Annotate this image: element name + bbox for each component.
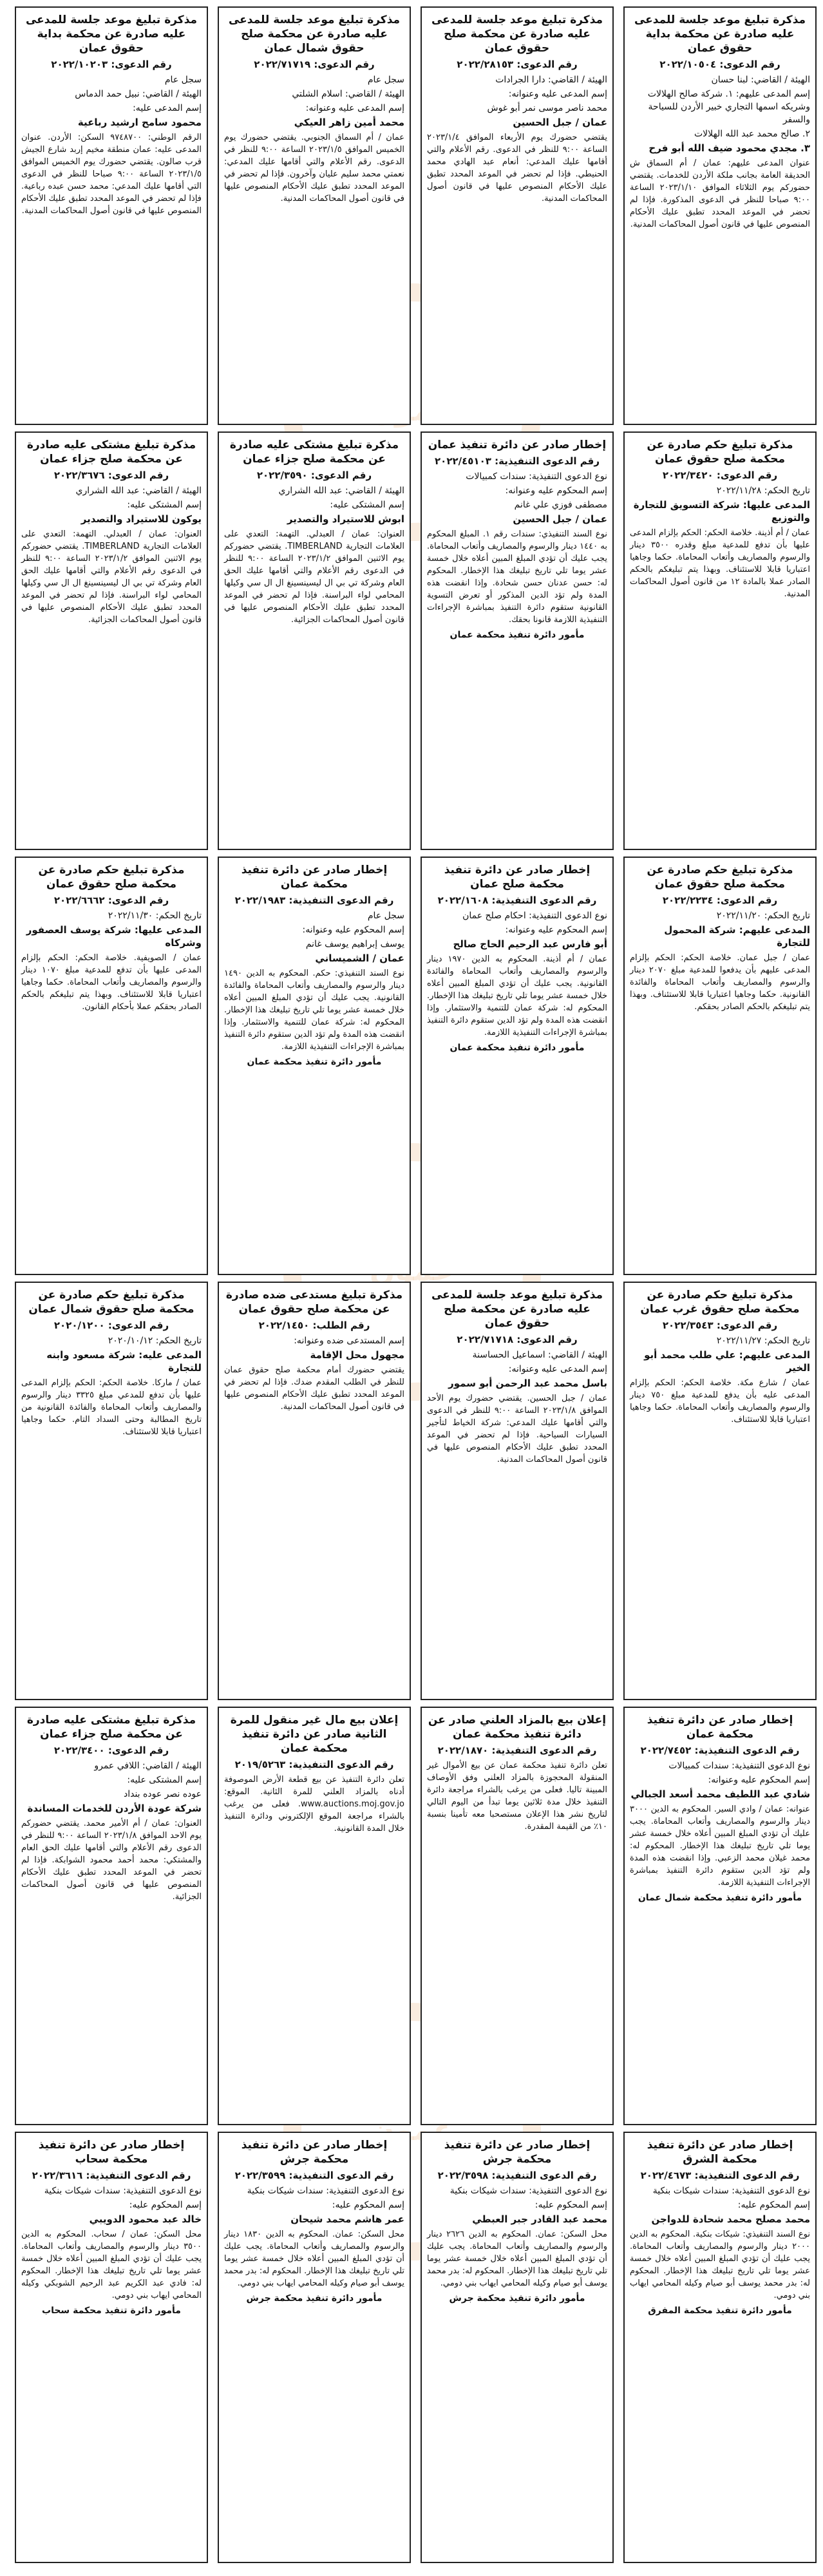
notice-field: الهيئة / القاضي: دارا الجرادات <box>495 75 607 85</box>
notice-title: مذكرة تبليغ حكم صادرة عن محكمة صلح حقوق عمان <box>647 439 793 466</box>
legal-notice <box>218 2132 411 2563</box>
notice-field: يوكون للاستيراد والتصدير <box>80 513 202 525</box>
notice-body: عمان / الصويفية. خلاصة الحكم: الحكم بإلزام المدعى عليها بأن تدفع للمدعية مبلغ ١٠٧٠ دينار والرسوم والمصاريف وأتعاب المحاماة. حكما وجاهيا اعتباريا قابلا للاستئناف. وبهذا يتم تبليغكم بالحكم الصادر بحقكم عملا بأحكام القانون. <box>21 953 202 1012</box>
notice-title: مذكرة تبليغ مشتكى عليه صادرة عن محكمة صلح جزاء عمان <box>229 439 399 466</box>
notice-field: سجل عام <box>164 75 202 85</box>
notice-field: إسم المحكوم عليه وعنوانه: <box>708 1775 810 1785</box>
notice-case-number: رقم الدعوى: ٢٠٢٢/٣٥٩٠ <box>256 469 372 481</box>
notice-title: مذكرة تبليغ مستدعى ضده صادرة عن محكمة صلح حقوق عمان <box>225 1289 403 1316</box>
notice-field: إسم المحكوم عليه وعنوانه: <box>302 925 404 935</box>
notice-body: عمان / أم أذينة. خلاصة الحكم: الحكم بإلزام المدعى عليها بأن تدفع للمدعية مبلغ وقدره ٣٥٠٠ دينار والرسوم والمصاريف وأتعاب المحاماة. حكما وجاهيا اعتباريا قابلا للاستئناف. وبهذا يتم تبليغكم بالحكم الصادر عملا بالمادة ١٢ من قانون أصول المحاكمات المدنية. <box>630 528 811 599</box>
notice-case-number: رقم الدعوى: ٢٠٢٢/٣٦٧٦ <box>53 469 169 481</box>
watermark-brand: عمون <box>369 2112 454 2147</box>
notice-field: سجل عام <box>367 911 404 921</box>
notice-field: الهيئة / القاضي: اسلام الشلتي <box>292 89 404 99</box>
notice-case-number: رقم الدعوى: ٢٠٢٢/٣٤٠٠ <box>53 1745 169 1756</box>
notice-field: إسم المدعى عليهم: ١. شركة صالح الهلالات وشريكه اسمها التجاري خبير الأردن للسياحة والسفر <box>647 89 810 125</box>
notice-case-number: رقم الدعوى التنفيذية: ٢٠٢٢/٣٦١٦ <box>32 2170 191 2181</box>
notice-signature: مأمور دائرة تنفيذ محكمة عمان <box>449 1043 585 1053</box>
notice-field: المدعى عليها: شركة التسويق للتجارة والتوزيع <box>633 499 810 524</box>
notice-field: إسم المحكوم عليه: <box>129 2200 202 2210</box>
notice-body: تعلن دائرة التنفيذ عن بيع قطعة الأرض الموصوفة أدناه بالمزاد العلني للمرة الثانية. الموقع: www.auctions.moj.gov.jo. فعلى من يرغب بالشراء مراجعة الموقع الإلكتروني ودائرة التنفيذ خلال المدة القانونية. <box>224 1775 404 1833</box>
notice-field: الهيئة / القاضي: لبنا حسان <box>711 75 810 85</box>
legal-notice <box>623 1282 817 1700</box>
notice-field: إسم المشتكى عليه: <box>127 1775 202 1785</box>
notice-field: الهيئة / القاضي: اللافي عمرو <box>94 1761 202 1771</box>
notice-field: محمد ناصر موسى نمر أبو غوش <box>487 103 607 113</box>
notice-field: عمان / الشميساني <box>315 952 404 964</box>
notice-field: نوع الدعوى التنفيذية: سندات شيكات بنكية <box>652 2186 810 2196</box>
legal-notice <box>623 2132 817 2563</box>
notice-body: نوع السند التنفيذي: شيكات بنكية. المحكوم به الدين ٢٠٠٠ دينار والرسوم والمصاريف وأتعاب المحاماة. يجب عليك أن تؤدي المبلغ المبين أعلاه خلال خمسة عشر يوما تلي تاريخ تبليغك هذا الإخطار. المحكوم له: بدر محمد يوسف أبو صيام وكيله المحامي ايهاب بني دومي. <box>630 2230 810 2300</box>
legal-notice <box>218 1282 411 1700</box>
legal-notice <box>421 6 614 425</box>
notice-case-number: رقم الدعوى التنفيذية: ٢٠٢٢/١٩٨٣ <box>234 895 394 906</box>
notice-title: إخطار صادر عن دائرة تنفيذ محكمة جرش <box>444 2139 591 2166</box>
notice-case-number: رقم الدعوى: ٢٠٢٢/٧١٧١٨ <box>457 1334 578 1345</box>
notice-field: إسم المشتكى عليه: <box>330 500 404 510</box>
notice-field: عمان / جبل الحسين <box>513 117 607 128</box>
notice-field: سجل عام <box>367 75 404 85</box>
watermark-brand: عمون <box>369 1253 454 1287</box>
notice-field: الهيئة / القاضي: نبيل حمد الدماس <box>75 89 202 99</box>
legal-notice <box>15 6 208 425</box>
notice-case-number: رقم الدعوى التنفيذية: ٢٠٢٢/٣٥٩٩ <box>234 2170 394 2181</box>
legal-notice <box>421 1282 614 1700</box>
notice-case-number: رقم الطلب: ٢٠٢٢/١٤٥٠ <box>258 1320 370 1331</box>
notice-body: يقتضي حضورك يوم الأربعاء الموافق ٢٠٢٣/١/٤ الساعة ٩:٠٠ للنظر في الدعوى. رقم الأعلام والتي أقامها عليك المدعي: أنعام عبد الهادي محمد الحنيطي. فإذا لم تحضر في الموعد المحدد تطبق عليك الأحكام المنصوص عليها في قانون أصول المحاكمات المدنية. <box>427 133 607 204</box>
legal-notice <box>15 2132 208 2563</box>
notice-signature: مأمور دائرة تنفيذ محكمة شمال عمان <box>638 1893 802 1903</box>
notice-body: العنوان: عمان / أم الأمير محمد. يقتضي حضوركم يوم الاحد الموافق ٢٠٢٣/١/٨ الساعة ٩:٠٠ للنظر في الدعوى رقم الأعلام والتي أقامها عليك الحق العام والمشتكي: محمد أحمد محمود الشوابكة. فإذا لم تحضر في الموعد المحدد تطبق عليك الأحكام المنصوص عليها في قانون أصول المحاكمات الجزائية. <box>21 1819 202 1902</box>
notice-case-number: رقم الدعوى: ٢٠٢٢/١٠٢٠٣ <box>51 59 172 70</box>
notice-case-number: رقم الدعوى التنفيذية: ٢٠٢٢/١٦٠٨ <box>437 895 597 906</box>
notice-field: تاريخ الحكم: ٢٠٢٠/١٠/١٢ <box>108 1336 202 1346</box>
notice-body: عمان / أم السماق الجنوبي. يقتضي حضورك يوم الخميس الموافق ٢٠٢٣/١/٥ الساعة ٩:٠٠ للنظر في الدعوى. رقم الأعلام والتي أقامها عليك المدعي: نعمتي محمد سليم عليان وآخرون. فإذا لم تحضر في الموعد المحدد تطبق عليك الأحكام المنصوص عليها في قانون أصول المحاكمات المدنية. <box>224 133 404 204</box>
notice-field: إسم المدعى عليه وعنوانه: <box>508 89 607 99</box>
notice-field: عمان / جبل الحسين <box>513 513 607 525</box>
notice-field: المدعى عليهم: علي طلب محمد أبو الخير <box>644 1349 810 1374</box>
notice-signature: مأمور دائرة تنفيذ محكمة سحاب <box>42 2306 181 2316</box>
notice-field: عوده نصر عوده بنداد <box>123 1789 202 1799</box>
notice-field: شركة عودة الأردن للخدمات المساندة <box>27 1803 202 1814</box>
notice-signature: مأمور دائرة تنفيذ محكمة عمان <box>247 1057 382 1067</box>
notice-case-number: رقم الدعوى التنفيذية: ٢٠٢٢/٧٤٥٢ <box>640 1745 800 1756</box>
notice-body: يقتضي حضورك أمام محكمة صلح حقوق عمان للنظر في الطلب المقدم ضدك. فإذا لم تحضر في الموعد المحدد تطبق عليك الأحكام المنصوص عليها في قانون أصول المحاكمات المدنية. <box>224 1365 404 1412</box>
notice-case-number: رقم الدعوى: ٢٠٢٢/٢٨١٥٣ <box>457 59 578 70</box>
legal-notice <box>421 2132 614 2563</box>
notice-body: العنوان: عمان / العبدلي. التهمة: التعدي على العلامات التجارية TIMBERLAND. يقتضي حضوركم يوم الاثنين الموافق ٢٠٢٣/١/٢ الساعة ٩:٠٠ للنظر في الدعوى رقم الأعلام والتي أقامها عليك الحق العام وشركة تي بي ال ليسينسينغ ال ال سي وكيلها المحامي لواء البراسنة. فإذا لم تحضر في الموعد المحدد تطبق عليك الأحكام المنصوص عليها في قانون أصول المحاكمات الجزائية. <box>21 529 202 625</box>
notice-signature: مأمور دائرة تنفيذ محكمة عمان <box>449 630 585 640</box>
legal-notice <box>15 1707 208 2125</box>
notice-title: إخطار صادر عن دائرة تنفيذ محكمة عمان <box>647 1714 793 1741</box>
legal-notice <box>623 431 817 850</box>
notice-case-number: رقم الدعوى: ٢٠٢٢/١٠٥٠٤ <box>659 59 780 70</box>
notice-field: المدعى عليه: شركة مسعود وابنه للتجارة <box>46 1349 202 1374</box>
notice-title: إخطار صادر عن دائرة تنفيذ محكمة عمان <box>241 864 388 891</box>
notice-case-number: رقم الدعوى التنفيذية: ٢٠٢٢/٤٦٧٣ <box>640 2170 800 2181</box>
notice-case-number: رقم الدعوى: ٢٠٢٢/٣٤٢٠ <box>662 469 778 481</box>
notice-field: يوسف إبراهيم يوسف غانم <box>305 939 404 949</box>
notice-field: ٣. مجدي محمود ضيف الله أبو فرح <box>648 142 810 154</box>
notice-title: إخطار صادر عن دائرة تنفيذ محكمة صلح عمان <box>444 864 591 891</box>
legal-notice <box>623 857 817 1275</box>
notice-title: إخطار صادر عن دائرة تنفيذ عمان <box>428 439 607 451</box>
notice-field: أبو فارس عبد الرحيم الحاج صالح <box>453 938 607 950</box>
notice-field: محمد مصلح محمد شحادة للدواجن <box>651 2213 810 2225</box>
legal-notice <box>623 6 817 425</box>
notice-body: محل السكن: عمان / سحاب. المحكوم به الدين ٣٥٠٠ دينار والرسوم والمصاريف وأتعاب المحاماة. يجب عليك أن تؤدي المبلغ المبين أعلاه خلال خمسة عشر يوما تلي تاريخ تبليغك هذا الإخطار. المحكوم له: فادي عبد الكريم عبد الرحيم الشوبكي وكيله المحامي ايهاب بني دومي. <box>21 2230 202 2300</box>
notice-field: الهيئة / القاضي: اسماعيل الحساسنة <box>472 1350 607 1360</box>
notices-grid <box>6 6 817 2570</box>
notice-body: عمان / ماركا. خلاصة الحكم: الحكم بإلزام المدعى عليها بأن تدفع للمدعي مبلغ ٣٣٢٥ دينار والرسوم والمصاريف وأتعاب المحاماة والفائدة القانونية من تاريخ المطالبة وحتى السداد التام. حكما وجاهيا اعتباريا قابلا للاستئناف. <box>21 1378 202 1437</box>
notice-body: محل السكن: عمان. المحكوم به الدين ٢٦٢٦ دينار والرسوم والمصاريف وأتعاب المحاماة. يجب عليك أن تؤدي المبلغ المبين أعلاه خلال خمسة عشر يوما تلي تاريخ تبليغك هذا الإخطار. المحكوم له: بدر محمد يوسف أبو صيام وكيله المحامي ايهاب بني دومي. <box>427 2230 607 2288</box>
notice-field: عمر هاشم محمد شيحان <box>290 2213 404 2225</box>
notice-field: محمد عبد القادر جبر العبطي <box>472 2213 607 2225</box>
notice-title: مذكرة تبليغ حكم صادرة عن محكمة صلح حقوق عمان <box>38 864 185 891</box>
notice-body: عمان / أم أذينة. المحكوم به الدين ١٩٧٠ دينار والرسوم والمصاريف وأتعاب المحاماة والفائدة القانونية. يجب عليك أن تؤدي المبلغ المبين أعلاه خلال خمسة عشر يوما تلي تاريخ تبليغك هذا الإخطار. المحكوم له: شركة عمان للتنمية والاستثمار. وإذا انقضت هذه المدة ولم تؤد الدين ستقوم دائرة التنفيذ بمباشرة الإجراءات التنفيذية اللازمة. <box>427 954 607 1037</box>
notice-title: إخطار صادر عن دائرة تنفيذ محكمة سحاب <box>38 2139 185 2166</box>
watermark-brand: عمون <box>369 393 454 428</box>
notice-field: المدعى عليهم: شركة المحمول للتجارة <box>664 924 810 949</box>
notice-case-number: رقم الدعوى: ٢٠٢٢/٣٥٤٣ <box>662 1320 778 1331</box>
notice-field: محمود سامح ارشيد رباعية <box>77 117 202 128</box>
legal-notice <box>218 1707 411 2125</box>
notice-field: إسم المدعى عليه: <box>133 103 202 113</box>
notice-body: نوع السند التنفيذي: سندات رقم ١. المبلغ المحكوم به ١٤٤٠ دينار والرسوم والمصاريف وأتعاب المحاماة. يجب عليك أن تؤدي المبلغ المبين أعلاه خلال خمسة عشر يوما تلي تاريخ تبليغك هذا الإخطار. المحكوم له: حسن عدنان حسن شحادة. وإذا انقضت هذه المدة ولم تؤد الدين المذكور أو تعرض التسوية القانونية ستقوم دائرة التنفيذ بمباشرة الإجراءات التنفيذية اللازمة قانونا بحقك. <box>427 529 607 625</box>
notice-body: عمان / جبل الحسين. يقتضي حضورك يوم الأحد الموافق ٢٠٢٣/١/٨ الساعة ٩:٠٠ للنظر في الدعوى والتي أقامها عليك المدعي: شركة الخياط لتأجير السيارات السياحية. فإذا لم تحضر في الموعد المحدد تطبق عليك الأحكام المنصوص عليها في قانون أصول المحاكمات المدنية. <box>427 1394 608 1464</box>
notice-case-number: رقم الدعوى التنفيذية: ٢٠٢٢/٣٥٩٨ <box>437 2170 597 2181</box>
notice-field: نوع الدعوى التنفيذية: سندات شيكات بنكية <box>449 2186 607 2196</box>
notice-title: مذكرة تبليغ حكم صادرة عن محكمة صلح حقوق شمال عمان <box>28 1289 194 1316</box>
legal-notice <box>421 1707 614 2125</box>
notice-case-number: رقم الدعوى التنفيذية: ٢٠٢٢/٤٥١٠٣ <box>435 455 600 467</box>
legal-notice <box>15 857 208 1275</box>
notice-body: عنوانه: عمان / وادي السير. المحكوم به الدين ٣٠٠٠ دينار والرسوم والمصاريف وأتعاب المحاماة. يجب عليك أن تؤدي المبلغ المبين أعلاه خلال خمسة عشر يوما تلي تاريخ تبليغك هذا الإخطار. المحكوم له: محمد غيلان محمد الزعبي. وإذا انقضت هذه المدة ولم تؤد الدين ستقوم دائرة التنفيذ بمباشرة الإجراءات التنفيذية اللازمة. <box>630 1804 810 1888</box>
notice-field: نوع الدعوى التنفيذية: احكام صلح عمان <box>462 911 607 921</box>
notice-title: مذكرة تبليغ حكم صادرة عن محكمة صلح حقوق عمان <box>647 864 793 891</box>
notice-field: ٢. صالح محمد عبد الله الهلالات <box>694 129 810 139</box>
notice-body: الرقم الوطني: ٩٧٤٨٧٠٠ السكن: الأردن. عنوان المدعى عليه: عمان منطقة مخيم إربد شارع الجيش قرب صالون. يقتضي حضورك يوم الخميس الموافق ٢٠٢٣/١/٥ الساعة ٩:٠٠ صباحا للنظر في الدعوى التي أقامها عليك المدعي: محمد حسن عبده رباعية. فإذا لم تحضر في الموعد المحدد تطبق عليك الأحكام المنصوص عليها في قانون أصول المحاكمات المدنية. <box>21 133 202 216</box>
notice-field: تاريخ الحكم: ٢٠٢٢/١١/٢٨ <box>716 486 810 496</box>
notice-field: تاريخ الحكم: ٢٠٢٢/١١/٢٠ <box>716 911 810 921</box>
notice-field: محمد أمين زاهر العيكي <box>294 117 404 128</box>
notice-field: نوع الدعوى التنفيذية: سندات كمبيالات <box>668 1761 810 1771</box>
notice-field: إسم المدعى عليه وعنوانه: <box>508 1364 607 1374</box>
notice-field: تاريخ الحكم: ٢٠٢٢/١١/٢٧ <box>716 1336 810 1346</box>
notice-title: مذكرة تبليغ مشتكى عليه صادرة عن محكمة صلح جزاء عمان <box>26 1714 196 1741</box>
notice-title: إخطار صادر عن دائرة تنفيذ محكمة جرش <box>241 2139 388 2166</box>
legal-notice <box>15 431 208 850</box>
legal-notice <box>218 857 411 1275</box>
notice-title: إعلان بيع بالمزاد العلني صادر عن دائرة تنفيذ محكمة عمان <box>428 1714 607 1741</box>
notice-title: مذكرة تبليغ موعد جلسة للمدعى عليه صادرة عن محكمة صلح حقوق شمال عمان <box>228 14 401 55</box>
notice-field: شادي عبد اللطيف محمد أسعد الجبالي <box>630 1788 810 1800</box>
notice-title: مذكرة تبليغ موعد جلسة للمدعى عليه صادرة عن محكمة صلح حقوق عمان <box>431 14 603 55</box>
notice-field: إسم المحكوم عليه وعنوانه: <box>505 925 607 935</box>
legal-notice <box>421 857 614 1275</box>
notice-field: نوع الدعوى التنفيذية: سندات كمبيالات <box>466 471 607 482</box>
legal-notice <box>218 431 411 850</box>
notice-signature: مأمور دائرة تنفيذ محكمة جرش <box>246 2293 383 2304</box>
notice-title: مذكرة تبليغ حكم صادرة عن محكمة صلح حقوق غرب عمان <box>640 1289 800 1316</box>
notice-title: إخطار صادر عن دائرة تنفيذ محكمة الشرق <box>647 2139 793 2166</box>
notice-case-number: رقم الدعوى: ٢٠٢٢/٧١٧١٩ <box>254 59 375 70</box>
notice-field: إسم المستدعى ضده وعنوانه: <box>294 1336 404 1346</box>
notice-body: محل السكن: عمان. المحكوم به الدين ١٨٣٠ دينار والرسوم والمصاريف وأتعاب المحاماة. يجب عليك أن تؤدي المبلغ المبين أعلاه خلال خمسة عشر يوما تلي تاريخ تبليغك هذا الإخطار. المحكوم له: بدر محمد يوسف أبو صيام وكيله المحامي ايهاب بني دومي. <box>224 2230 404 2288</box>
notice-title: إعلان بيع مال غير منقول للمرة الثانية صادر عن دائرة تنفيذ محكمة عمان <box>230 1714 399 1755</box>
notice-body: نوع السند التنفيذي: حكم. المحكوم به الدين ١٤٩٠ دينار والرسوم والمصاريف وأتعاب المحاماة والفائدة القانونية. يجب عليك أن تؤدي المبلغ المبين أعلاه خلال خمسة عشر يوما تلي تاريخ تبليغك هذا الإخطار. المحكوم له: شركة عمان للتنمية والاستثمار. وإذا انقضت هذه المدة ولم تؤد الدين ستقوم دائرة التنفيذ بمباشرة الإجراءات التنفيذية اللازمة. <box>224 969 404 1052</box>
notice-body: تعلن دائرة تنفيذ محكمة عمان عن بيع الأموال غير المنقولة المحجوزة بالمزاد العلني وفق الأوصاف المبينة تاليا. فعلى من يرغب بالشراء مراجعة دائرة التنفيذ خلال مدة ثلاثين يوما تبدأ من اليوم التالي لتاريخ نشر هذا الإعلان مستصحبا معه تأمينا بنسبة ١٠٪ من القيمة المقدرة. <box>427 1761 607 1832</box>
legal-notice <box>623 1707 817 2125</box>
legal-notice <box>15 1282 208 1700</box>
notice-body: عمان / جبل عمان. خلاصة الحكم: الحكم بإلزام المدعى عليهم بأن يدفعوا للمدعية مبلغ ٢٠٧٠ دينار والرسوم والمصاريف وأتعاب المحاماة والفائدة القانونية. حكما وجاهيا اعتباريا قابلا للاستئناف. وبهذا يتم تبليغكم بالحكم الصادر بحقكم. <box>630 953 811 1012</box>
notice-body: عمان / شارع مكة. خلاصة الحكم: الحكم بإلزام المدعى عليه بأن يدفع للمدعية مبلغ ٧٥٠ دينار والرسوم والمصاريف وأتعاب المحاماة. حكما وجاهيا اعتباريا قابلا للاستئناف. <box>630 1378 810 1425</box>
notice-signature: مأمور دائرة تنفيذ محكمة المفرق <box>648 2306 792 2316</box>
notice-body: عنوان المدعى عليهم: عمان / أم السماق ش الحديقة العامة بجانب ملكة الأردن للخدمات. يقتضي حضوركم يوم الثلاثاء الموافق ٢٠٢٣/١/١٠ الساعة ٩:٠٠ صباحا للنظر في الدعوى المذكورة. فإذا لم تحضر في الموعد المحدد تطبق عليك الأحكام المنصوص عليها في قانون أصول المحاكمات المدنية. <box>630 158 810 229</box>
notice-case-number: رقم الدعوى: ٢٠٢٢/٢٢٣٤ <box>662 895 778 906</box>
notice-field: ابوش للاستيراد والتصدير <box>287 513 404 525</box>
notice-title: مذكرة تبليغ موعد جلسة للمدعى عليه صادرة عن محكمة صلح حقوق عمان <box>431 1289 603 1330</box>
notice-field: الهيئة / القاضي: عبد الله الشراري <box>75 486 202 496</box>
notice-title: مذكرة تبليغ مشتكى عليه صادرة عن محكمة صلح جزاء عمان <box>26 439 196 466</box>
legal-notice <box>218 6 411 425</box>
notice-field: إسم المحكوم عليه وعنوانه: <box>505 486 607 496</box>
notice-field: إسم المدعى عليه وعنوانه: <box>305 103 404 113</box>
notice-field: نوع الدعوى التنفيذية: سندات شيكات بنكية <box>247 2186 404 2196</box>
notice-field: إسم المحكوم عليه: <box>737 2200 810 2210</box>
notice-body: العنوان: عمان / العبدلي. التهمة: التعدي على العلامات التجارية TIMBERLAND. يقتضي حضوركم يوم الاثنين الموافق ٢٠٢٣/١/٢ الساعة ٩:٠٠ للنظر في الدعوى رقم الأعلام والتي أقامها عليك الحق العام وشركة تي بي ال ليسينسينغ ال ال سي وكيلها المحامي لواء البراسنة. فإذا لم تحضر في الموعد المحدد تطبق عليك الأحكام المنصوص عليها في قانون أصول المحاكمات الجزائية. <box>224 529 404 625</box>
notice-title: مذكرة تبليغ موعد جلسة للمدعى عليه صادرة عن محكمة بداية حقوق عمان <box>634 14 806 55</box>
notice-signature: مأمور دائرة تنفيذ محكمة جرش <box>449 2293 585 2304</box>
notice-case-number: رقم الدعوى: ٢٠٢٠/١٢٠٠ <box>53 1320 169 1331</box>
notice-field: خالد عبد محمود الدويبي <box>89 2213 202 2225</box>
notice-field: الهيئة / القاضي: عبد الله الشراري <box>278 486 404 496</box>
notice-field: باسل محمد عبد الرحمن أبو سمور <box>448 1378 607 1389</box>
notice-case-number: رقم الدعوى: ٢٠٢٢/٦٦٦٢ <box>53 895 169 906</box>
notice-field: مصطفى فوزي علي غانم <box>514 500 607 510</box>
notice-case-number: رقم الدعوى التنفيذية: ٢٠٢٢/١٨٧٠ <box>437 1745 597 1756</box>
notice-field: المدعى عليها: شركة يوسف العصفور وشركاه <box>26 924 202 949</box>
notice-field: نوع الدعوى التنفيذية: سندات شيكات بنكية <box>44 2186 202 2196</box>
notice-field: إسم المشتكى عليه: <box>127 500 202 510</box>
notice-field: مجهول محل الإقامة <box>310 1349 404 1361</box>
notice-case-number: رقم الدعوى التنفيذية: ٢٠١٩/٥٢٦٣ <box>234 1759 394 1770</box>
notice-field: تاريخ الحكم: ٢٠٢٢/١١/٣٠ <box>108 911 202 921</box>
notice-field: إسم المحكوم عليه: <box>332 2200 404 2210</box>
legal-notice <box>421 431 614 850</box>
notice-title: مذكرة تبليغ موعد جلسة للمدعى عليه صادرة عن محكمة بداية حقوق عمان <box>25 14 198 55</box>
notice-field: إسم المحكوم عليه: <box>534 2200 607 2210</box>
